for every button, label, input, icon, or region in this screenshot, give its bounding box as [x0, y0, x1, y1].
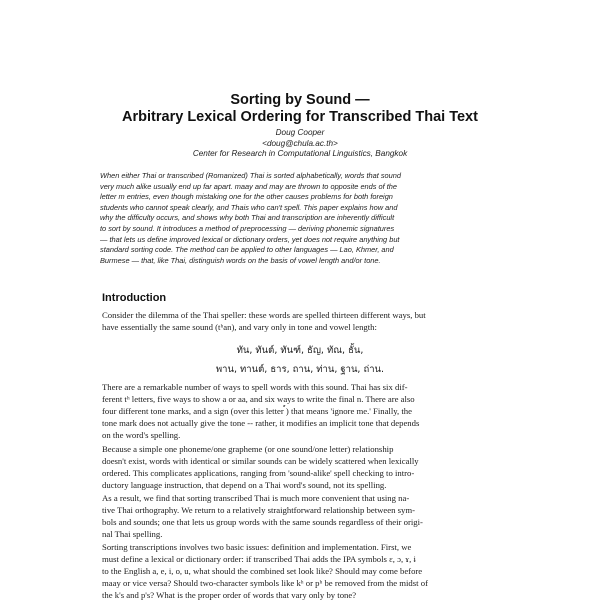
abstract-line: very much alike usually end up far apart. maay and may are thrown to opposite ends of the [100, 181, 398, 191]
abstract-line: to sort by sound. It introduces a method of preprocessing — deriving phonemic signatures [100, 223, 395, 233]
abstract-line: — that lets us define improved lexical or dictionary orders, yet does not require anything but [100, 234, 400, 244]
abstract-line: letter m entries, even though mistaking one for the other causes problems for both foreign [100, 192, 393, 202]
paragraph-line: ordered. This complicates applications, ranging from 'sound-alike' spell checking to intro- [102, 468, 415, 479]
intro-paragraph-5 [102, 541, 500, 601]
paragraph-line: on the word's spelling. [102, 430, 181, 441]
intro-paragraph-4 [102, 492, 500, 540]
paragraph-line: ductory language instruction, that depend on a Thai word's sound, not its spelling. [102, 480, 387, 491]
paragraph-line: ferent tʰ letters, five ways to show a or aa, and six ways to write the final n. There are also [102, 394, 415, 405]
paragraph-line: to the English a, e, i, o, u, what should the combined set look like? Should may come before [102, 566, 423, 577]
section-heading-introduction: Introduction [102, 292, 167, 304]
abstract-line: standard sorting code. The method can be applied to other languages — Lao, Khmer, and [100, 245, 394, 255]
author-affiliation: Center for Research in Computational Linguistics, Bangkok [192, 149, 408, 158]
intro-paragraph-2 [102, 381, 500, 441]
title-line-2: Arbitrary Lexical Ordering for Transcribed Thai Text [122, 109, 478, 125]
paragraph-line: Because a simple one phoneme/one grapheme (or one sound/one letter) relationship [102, 444, 394, 454]
paragraph-line: bols and sounds; one that lets us group words with the same sounds regardless of their origi- [102, 517, 423, 528]
paragraph-line: tone mark does not actually give the tone -- rather, it modifies an implicit tone that depends [102, 418, 420, 429]
paragraph-line: tive Thai orthography. We return to a relatively straightforward relationship between sym- [102, 505, 415, 516]
paragraph-line: As a result, we find that sorting transcribed Thai is much more convenient that using na- [102, 493, 410, 503]
paragraph-line: have essentially the same sound (tʰan), and vary only in tone and vowel length: [102, 322, 377, 333]
abstract-line: students who cannot speak clearly, and Thais who can't spell. This paper explains how and [100, 202, 398, 212]
author-block [0, 128, 600, 160]
paragraph-line: must define a lexical or dictionary order: if transcribed Thai adds the IPA symbols ɛ, ɔ, ɤ, ɨ [102, 554, 416, 565]
thai-words-line-1: ทัน, ทันต์, ทันฑ์, ธัญ, ทัณ, ธั้น, [236, 345, 364, 356]
paragraph-line: maay or vice versa? Should two-character symbols like kʰ or pʰ be removed from the midst of [102, 578, 428, 589]
paragraph-line: doesn't exist, words with identical or similar sounds can be widely scattered when lexically [102, 456, 419, 467]
paragraph-line: the k's and p's? What is the proper order of words that vary only by tone? [102, 590, 357, 601]
paragraph-line: There are a remarkable number of ways to spell words with this sound. Thai has six dif- [102, 382, 408, 392]
abstract [100, 171, 500, 266]
paper-title [0, 92, 600, 126]
author-name: Doug Cooper [275, 128, 325, 137]
intro-paragraph-3 [102, 443, 500, 491]
intro-paragraph-1 [102, 309, 500, 333]
abstract-line: why the difficulty occurs, and shows why both Thai and transcription are inherently difficult [100, 213, 395, 223]
paragraph-line: Consider the dilemma of the Thai speller: these words are spelled thirteen different ways, but [102, 310, 426, 320]
paragraph-line: Sorting transcriptions involves two basic issues: definition and implementation. First, we [102, 542, 412, 552]
abstract-line: When either Thai or transcribed (Romanized) Thai is sorted alphabetically, words that sound [100, 171, 401, 180]
paragraph-line: four different tone marks, and a sign (over this letter ์) that means 'ignore me.' Finally, the [102, 406, 413, 417]
paragraph-line: nal Thai spelling. [102, 529, 163, 540]
abstract-line: Burmese — that, like Thai, distinguish words on the basis of vowel length and/or tone. [100, 255, 381, 265]
thai-words-line-2: พาน, ทานต์, ธาร, ถาน, ท่าน, ฐาน, ถ่าน. [215, 364, 385, 375]
author-email: <doug@chula.ac.th> [262, 138, 338, 148]
title-line-1: Sorting by Sound — [230, 92, 370, 108]
